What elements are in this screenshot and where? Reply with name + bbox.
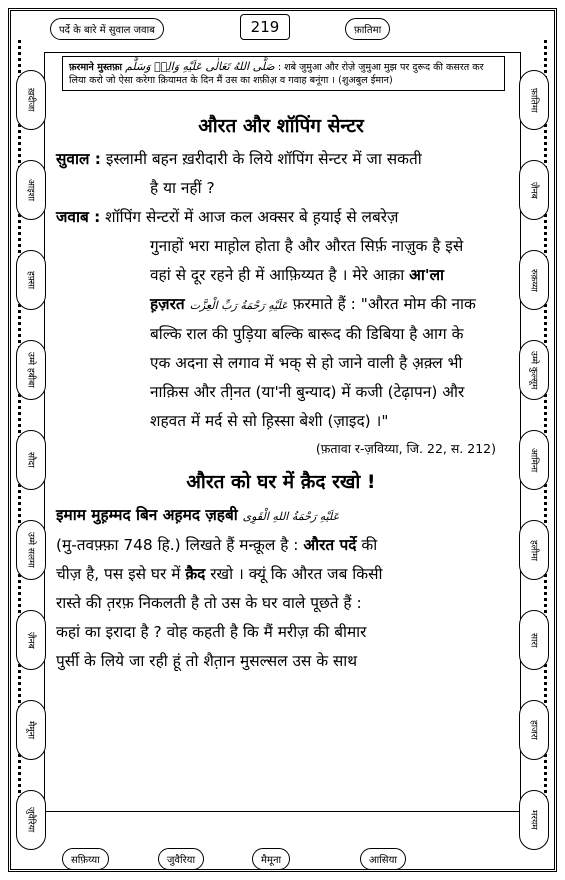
side-medallion: ख़दीजा <box>16 70 46 130</box>
side-medallion: मैमूना <box>16 700 46 760</box>
side-medallion: फ़ातिमा <box>519 70 549 130</box>
side-medallion: ज़ैनब <box>519 160 549 220</box>
page-content <box>56 108 506 676</box>
text-line: है या नहीं ? <box>150 179 215 197</box>
text-span-bold: आ'ला <box>409 266 445 284</box>
side-medallion: मरयम <box>519 790 549 850</box>
text-line: कहां का इरादा है ? वोह कहती है कि मैं मरीज़ की बीमार <box>56 623 367 641</box>
side-medallion: हफ़्सा <box>16 250 46 310</box>
page-number: 219 <box>240 14 290 40</box>
side-medallion: हाजरा <box>519 700 549 760</box>
text-span: की <box>361 536 378 554</box>
question-paragraph <box>56 145 506 174</box>
side-medallion: उम्मे हबीबा <box>16 340 46 400</box>
answer-paragraph <box>56 203 506 232</box>
text-span-bold: इमाम मुह़म्मद बिन अह़मद ज़हबी <box>56 506 238 524</box>
text-line: शॉपिंग सेन्टरों में आज कल अक्सर बे ह़याई से लबरेज़ <box>105 208 399 226</box>
section-title-shopping-center: औरत और शॉपिंग सेन्टर <box>198 115 364 137</box>
notice-text: : शबे जुमुआ और रोज़े जुमुआ मुझ पर दुरूद की कसरत कर लिया करो जो ऐसा करेगा क़ियामत के दिन मैं उस का शफ़ीअ़ व गवाह बनूंगा । (शुअबुल ईमान) <box>69 62 484 86</box>
text-line <box>56 560 506 589</box>
side-medallion: आमिना <box>519 430 549 490</box>
text-line: बल्कि राल की पुड़िया बल्कि बारूद की डिबिया है आग के <box>150 325 464 343</box>
arabic-honorific: عَلَيْهِ رَحْمَةُ اللهِ الْقَوِى <box>242 510 340 523</box>
text-line: गुनाहों भरा माह़ोल होता है और औरत सिर्फ़ नाज़ुक है इसे <box>150 237 464 255</box>
bottom-badge: जुवैरिया <box>158 848 204 870</box>
notice-arabic: صَلَّى اللهُ تَعَالٰى عَلَيْهِ وَالِهٖ وَسَلَّم <box>125 60 275 73</box>
book-title-badge: पर्दे के बारे में सुवाल जवाब <box>50 18 164 40</box>
text-span: (मु-तवफ़्फ़ा 748 हि.) लिखते हैं मन्क़ूल है : <box>56 536 299 554</box>
text-line <box>56 531 506 560</box>
header-right-badge: फ़ातिमा <box>345 18 390 40</box>
text-span: रखो । क्यूं कि औरत जब किसी <box>210 565 383 583</box>
side-medallion: ज़ुवैरिया <box>16 790 46 850</box>
text-span: फ़रमाते हैं : "औरत मोम की नाक <box>292 295 476 313</box>
text-line <box>56 261 506 290</box>
side-medallion: आइशा <box>16 160 46 220</box>
side-medallion: ज़ैनब <box>16 610 46 670</box>
text-line: रास्ते की त़रफ़ निकलती है तो उस के घर वाले पूछते हैं : <box>56 594 362 612</box>
bottom-badge: आसिया <box>360 848 406 870</box>
text-span-bold: क़ैद <box>185 565 206 583</box>
arabic-honorific: عَلَيْهِ رَحْمَةُ رَبِّ الْعِزَّت <box>189 299 288 312</box>
answer-label: जवाब : <box>56 208 101 226</box>
bottom-badge: मैमूना <box>252 848 290 870</box>
reference-citation: (फ़तावा र-ज़विय्या, जि. 22, स. 212) <box>315 441 496 456</box>
side-medallion: सारा <box>519 610 549 670</box>
text-line <box>56 290 506 320</box>
side-medallion: उम्मे कुल्सूम <box>519 340 549 400</box>
text-line: शहवत में मर्द से सो ह़िस्सा बेशी (ज़ाइद) ।" <box>150 412 389 430</box>
side-medallion: रुक़य्या <box>519 250 549 310</box>
text-line: एक अदना से लगाव में भक् से हो जाने वाली है अ़क़्ल भी <box>150 354 463 372</box>
section-title-keep-woman-home: औरत को घर में क़ैद रखो ! <box>186 471 376 493</box>
notice-label: फ़रमाने मुस्तफ़ा <box>69 62 123 73</box>
text-span: वहां से दूर रहने ही में आफ़िय्यत है । मेरे आक़ा <box>150 266 405 284</box>
question-label: सुवाल : <box>56 150 101 168</box>
text-line: नाक़िस और ती़नत (या'नी बुन्याद) में कजी (टेढ़ापन) और <box>150 383 465 401</box>
text-line <box>56 501 506 531</box>
text-span-bold: ह़ज़रत <box>150 295 185 313</box>
side-medallion: उम्मे सलमा <box>16 520 46 580</box>
text-line: इस्लामी बहन ख़रीदारी के लिये शॉपिंग सेन्टर में जा सकती <box>105 150 422 168</box>
side-medallion: सौदा <box>16 430 46 490</box>
text-span-bold: औरत पर्दे <box>303 536 357 554</box>
side-medallion: हलीमा <box>519 520 549 580</box>
hadith-notice-box <box>62 56 505 91</box>
text-line: पुर्सी के लिये जा रही हूं तो शैत़ान मुसल्सल उस के साथ <box>56 652 358 670</box>
bottom-badge: सफ़िय्या <box>62 848 109 870</box>
text-span: चीज़ है, पस इसे घर में <box>56 565 181 583</box>
